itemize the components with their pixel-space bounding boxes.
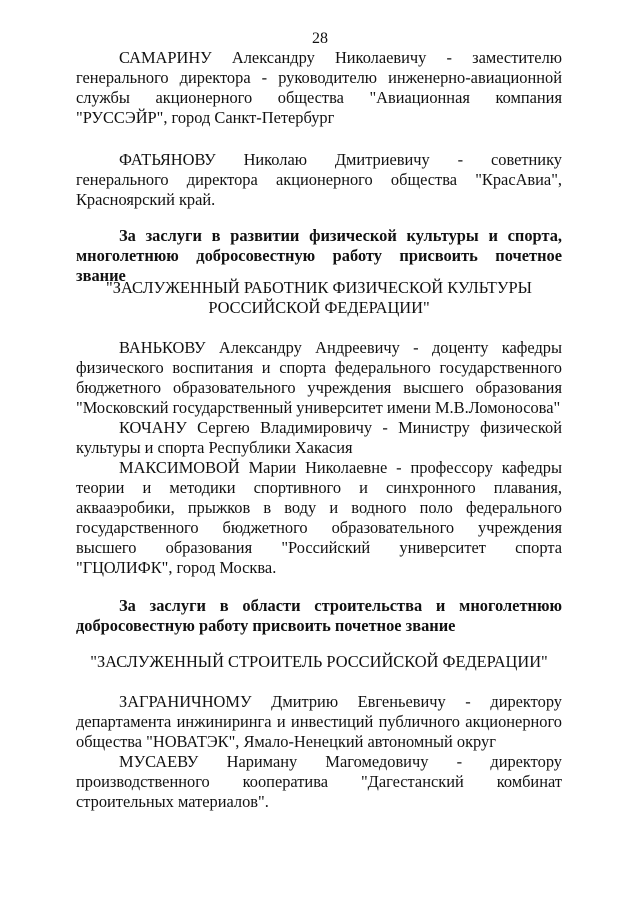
section-heading-sport: [76, 226, 562, 286]
paragraph-zagranichny: ЗАГРАНИЧНОМУ Дмитрию Евгеньевичу - директору департамента инжиниринга и инвестиций публичного акционерного общества "НОВАТЭК", Ямало-Ненецкий автономный округ: [76, 692, 562, 751]
award-entry-zagranichny: [76, 692, 562, 752]
honorary-title-construction-line: "ЗАСЛУЖЕННЫЙ СТРОИТЕЛЬ РОССИЙСКОЙ ФЕДЕРАЦИИ": [90, 652, 548, 671]
paragraph-samarin: САМАРИНУ Александру Николаевичу - заместителю генерального директора - руководителю инженерно-авиационной службы акционерного общества "Авиационная компания "РУССЭЙР", город Санкт-Петербург: [76, 48, 562, 127]
paragraph-vankov: ВАНЬКОВУ Александру Андреевичу - доценту кафедры физического воспитания и спорта федерального государственного бюджетного образовательного учреждения высшего образования "Московский государственный университет имени М.В.Ломоносова": [76, 338, 562, 417]
award-entry-musaev: [76, 752, 562, 812]
honorary-title-sport-line1: "ЗАСЛУЖЕННЫЙ РАБОТНИК ФИЗИЧЕСКОЙ КУЛЬТУРЫ: [106, 278, 532, 297]
award-entry-samarin: [76, 48, 562, 128]
award-entry-maksimova: [76, 458, 562, 578]
paragraph-fatyanov: ФАТЬЯНОВУ Николаю Дмитриевичу - советнику генерального директора акционерного общества "КрасАвиа", Красноярский край.: [76, 150, 562, 209]
honorary-title-construction: [76, 652, 562, 672]
section-heading-sport-text: За заслуги в развитии физической культуры и спорта, многолетнюю добросовестную работу присвоить почетное звание: [76, 226, 562, 285]
honorary-title-sport: [76, 278, 562, 318]
paragraph-kochan: КОЧАНУ Сергею Владимировичу - Министру физической культуры и спорта Республики Хакасия: [76, 418, 562, 457]
paragraph-maksimova: МАКСИМОВОЙ Марии Николаевне - профессору кафедры теории и методики спортивного и синхронного плавания, аквааэробики, прыжков в воду и водного поло федерального государственного бюджетного образовательного учреждения высшего образования "Российский университет спорта "ГЦОЛИФК", город Москва.: [76, 458, 562, 577]
section-heading-construction-text: За заслуги в области строительства и многолетнюю добросовестную работу присвоить почетное звание: [76, 596, 562, 635]
award-entry-kochan: [76, 418, 562, 458]
award-entry-fatyanov: [76, 150, 562, 210]
section-heading-construction: [76, 596, 562, 636]
honorary-title-sport-line2: РОССИЙСКОЙ ФЕДЕРАЦИИ": [208, 298, 430, 317]
award-entry-vankov: [76, 338, 562, 418]
page-number: 28: [312, 30, 328, 47]
paragraph-musaev: МУСАЕВУ Нариману Магомедовичу - директору производственного кооператива "Дагестанский комбинат строительных материалов".: [76, 752, 562, 811]
